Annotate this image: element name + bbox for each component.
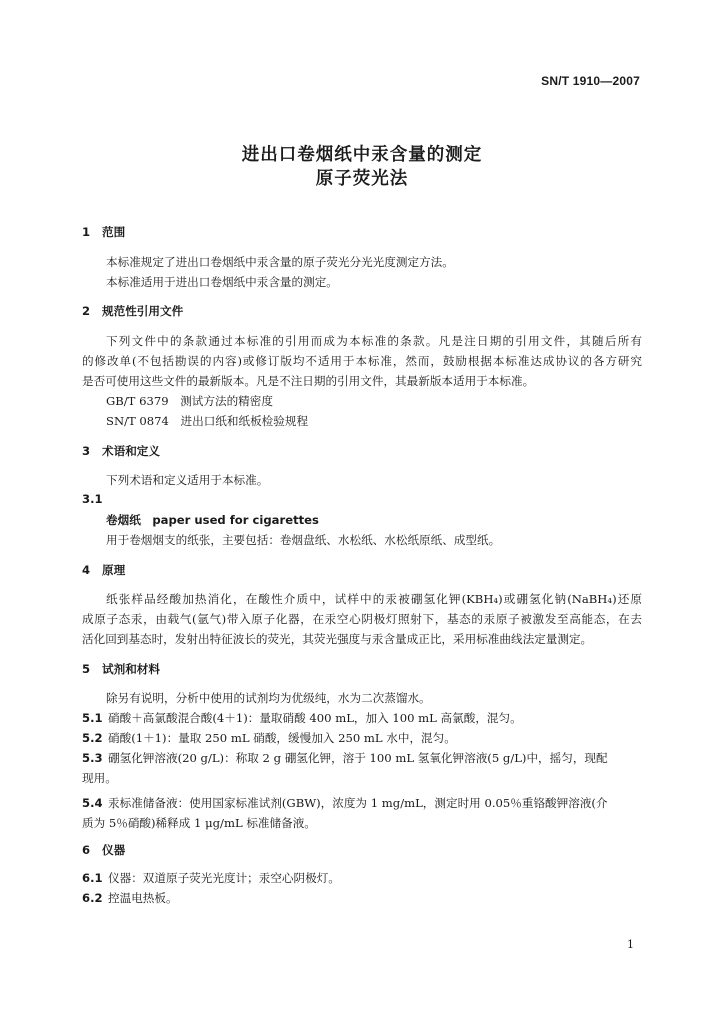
- section-4-heading: [82, 562, 642, 578]
- section-number: 1: [82, 225, 91, 239]
- clause-5-4-continued: 质为 5％硝酸)稀释成 1 μg/mL 标准储备液。: [82, 816, 316, 830]
- section-2-heading: [82, 303, 642, 319]
- clause-5-3: [82, 750, 642, 766]
- term-entry: 卷烟纸 paper used for cigarettes: [106, 513, 319, 527]
- section-title: 原理: [102, 563, 126, 577]
- section-2-line-2: 的修改单(不包括勘误的内容)或修订版均不适用于本标准，然而，鼓励根据本标准达成协议的各方研究: [82, 354, 642, 368]
- clause-text: 控温电热板。: [108, 891, 178, 905]
- clause-number: 5.1: [82, 711, 103, 725]
- clause-text: 硝酸＋高氯酸混合酸(4＋1)：量取硝酸 400 mL，加入 100 mL 高氯酸，混匀。: [108, 711, 522, 725]
- clause-text: 硝酸(1＋1)：量取 250 mL 硝酸，缓慢加入 250 mL 水中，混匀。: [108, 731, 456, 745]
- clause-6-2: [82, 890, 642, 906]
- document-title: 进出口卷烟纸中汞含量的测定: [241, 145, 483, 165]
- section-1-paragraph-2: 本标准适用于进出口卷烟纸中汞含量的测定。: [106, 275, 338, 289]
- clause-text: 硼氢化钾溶液(20 g/L)：称取 2 g 硼氢化钾，溶于 100 mL 氢氧化钾溶液(5 g/L)中，摇匀，现配: [108, 751, 608, 765]
- clause-number: 5.3: [82, 751, 103, 765]
- section-4-line-1: 纸张样品经酸加热消化，在酸性介质中，试样中的汞被硼氢化钾(KBH₄)或硼氢化钠(NaBH₄)还原: [106, 592, 642, 606]
- section-2-line-3: 是否可使用这些文件的最新版本。凡是不注日期的引用文件，其最新版本适用于本标准。: [82, 374, 535, 388]
- reference-item: GB/T 6379 测试方法的精密度: [106, 394, 273, 408]
- document-subtitle: 原子荧光法: [315, 169, 409, 189]
- reference-item: SN/T 0874 进出口纸和纸板检验规程: [106, 414, 309, 428]
- section-title: 仪器: [102, 843, 126, 857]
- section-4-line-3: 活化回到基态时，发射出特征波长的荧光，其荧光强度与汞含量成正比，采用标准曲线法定量测定。: [82, 632, 593, 646]
- clause-number: 3.1: [82, 492, 103, 506]
- section-2-line-1: 下列文件中的条款通过本标准的引用而成为本标准的条款。凡是注日期的引用文件，其随后所有: [106, 334, 642, 348]
- clause-text: 汞标准储备液：使用国家标准试剂(GBW)，浓度为 1 mg/mL，测定时用 0.05％重铬酸钾溶液(介: [108, 796, 608, 810]
- section-title: 范围: [102, 225, 126, 239]
- section-3-paragraph: 下列术语和定义适用于本标准。: [106, 473, 269, 487]
- section-4-line-2: 成原子态汞，由载气(氩气)带入原子化器，在汞空心阴极灯照射下，基态的汞原子被激发至高能态，在去: [82, 612, 642, 626]
- section-5-paragraph: 除另有说明，分析中使用的试剂均为优级纯，水为二次蒸馏水。: [106, 691, 431, 705]
- section-1-heading: [82, 224, 642, 240]
- clause-5-2: [82, 730, 642, 746]
- section-number: 2: [82, 304, 91, 318]
- clause-number: 6.1: [82, 871, 103, 885]
- section-number: 5: [82, 662, 91, 676]
- term-definition: 用于卷烟烟支的纸张，主要包括：卷烟盘纸、水松纸、水松纸原纸、成型纸。: [106, 533, 501, 547]
- standard-number: SN/T 1910—2007: [541, 74, 640, 88]
- section-title: 试剂和材料: [102, 662, 160, 676]
- clause-number: 5.2: [82, 731, 103, 745]
- clause-number: 6.2: [82, 891, 103, 905]
- clause-5-1: [82, 710, 642, 726]
- section-3-heading: [82, 443, 642, 459]
- section-6-heading: [82, 842, 642, 858]
- section-1-paragraph-1: 本标准规定了进出口卷烟纸中汞含量的原子荧光分光光度测定方法。: [106, 255, 454, 269]
- section-title: 术语和定义: [102, 444, 160, 458]
- clause-5-4: [82, 795, 642, 811]
- clause-5-3-continued: 现用。: [82, 771, 117, 785]
- clause-6-1: [82, 870, 642, 886]
- section-number: 6: [82, 843, 91, 857]
- section-title: 规范性引用文件: [102, 304, 184, 318]
- page-number: 1: [627, 938, 634, 951]
- section-5-heading: [82, 661, 642, 677]
- section-number: 4: [82, 563, 91, 577]
- clause-number: 5.4: [82, 796, 103, 810]
- section-number: 3: [82, 444, 91, 458]
- clause-text: 仪器：双道原子荧光光度计；汞空心阴极灯。: [108, 871, 340, 885]
